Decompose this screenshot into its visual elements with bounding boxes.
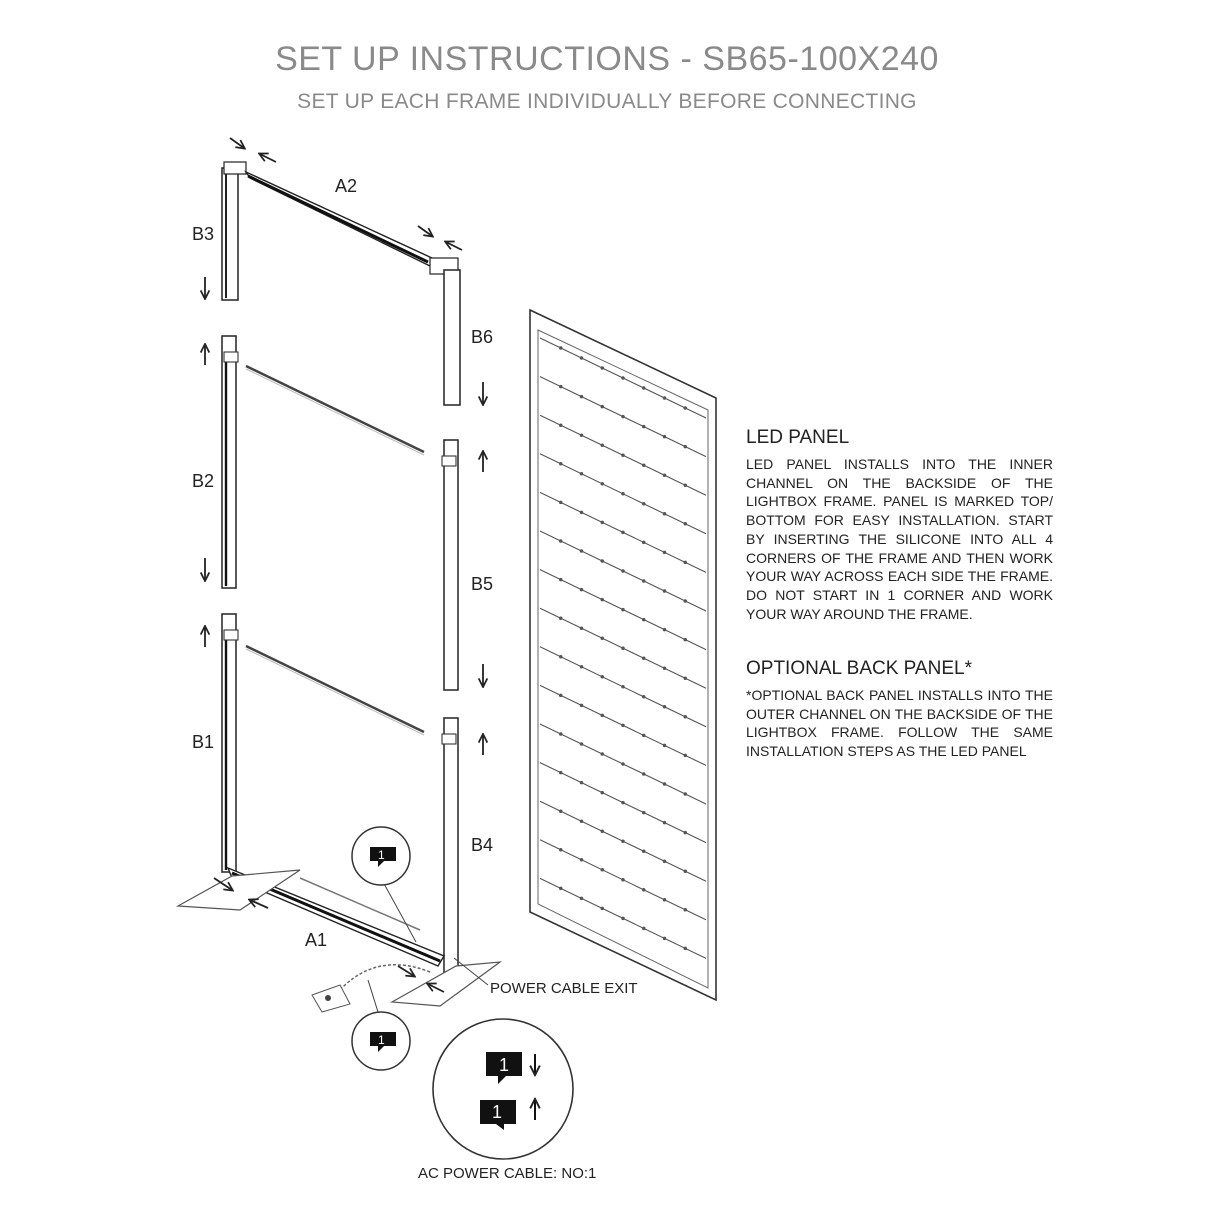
led-dot [684, 600, 686, 602]
led-dot [663, 551, 665, 553]
back-panel-heading: OPTIONAL BACK PANEL* [746, 658, 972, 679]
led-dot [643, 927, 645, 929]
led-dot [560, 385, 562, 387]
led-dot [663, 474, 665, 476]
led-dot [601, 405, 603, 407]
back-panel-text: *OPTIONAL BACK PANEL INSTALLS INTO THE OUTER CHANNEL ON THE BACKSIDE OF THE LIGHTBOX FRAME. FOLLOW THE SAME INSTALLATION STEPS AS THE LED PANEL [746, 687, 1053, 760]
led-dot [643, 811, 645, 813]
middle-frame [222, 336, 458, 690]
led-dot [622, 801, 624, 803]
led-dot [580, 820, 582, 822]
led-dot [643, 657, 645, 659]
led-dot [663, 821, 665, 823]
led-dot [560, 656, 562, 658]
led-dot [580, 743, 582, 745]
led-panel-graphic [530, 310, 716, 1000]
led-dot [663, 397, 665, 399]
led-dot [643, 503, 645, 505]
led-dot [663, 744, 665, 746]
led-dot [580, 473, 582, 475]
led-dot [601, 637, 603, 639]
led-dot [622, 686, 624, 688]
led-dot [580, 704, 582, 706]
led-dot [663, 937, 665, 939]
led-dot [622, 763, 624, 765]
led-dot [560, 501, 562, 503]
label-a1: A1 [305, 930, 328, 950]
led-dot [663, 783, 665, 785]
led-dot [580, 666, 582, 668]
connector-detail-top [352, 827, 410, 885]
led-dot [643, 889, 645, 891]
label-b1: B1 [192, 732, 215, 752]
led-dot [601, 830, 603, 832]
led-dot [684, 677, 686, 679]
led-dot [601, 869, 603, 871]
led-dot [643, 580, 645, 582]
led-dot [580, 859, 582, 861]
led-dot [684, 716, 686, 718]
led-dot [622, 840, 624, 842]
label-b6: B6 [471, 327, 494, 347]
led-dot [622, 647, 624, 649]
arrow-icon [260, 154, 276, 162]
led-dot [663, 435, 665, 437]
led-dot [684, 754, 686, 756]
led-dot [622, 377, 624, 379]
led-dot [643, 850, 645, 852]
led-dot [560, 424, 562, 426]
led-dot [601, 521, 603, 523]
led-dot [580, 550, 582, 552]
led-dot [560, 849, 562, 851]
led-dot [622, 493, 624, 495]
label-b5: B5 [471, 574, 494, 594]
led-dot [663, 590, 665, 592]
led-dot [622, 608, 624, 610]
led-dot [684, 793, 686, 795]
led-dot [684, 407, 686, 409]
led-dot [560, 617, 562, 619]
connector-number: 1 [378, 848, 385, 862]
led-dot [601, 907, 603, 909]
led-dot [560, 540, 562, 542]
led-panel-text: LED PANEL INSTALLS INTO THE INNER CHANNEL ON THE BACKSIDE OF THE LIGHTBOX FRAME. PANEL IS MARKED TOP/ BOTTOM FOR EASY INSTALLATION. START BY INSERTING THE SILICONE INTO ALL 4 CORNERS OF THE FRAME AND THEN WORK YOUR WAY ACROSS EACH SIDE THE FRAME. DO NOT START IN 1 CORNER AND WORK YOUR WAY AROUND THE FRAME. [746, 456, 1053, 622]
back-panel-section [746, 658, 1053, 761]
led-dot [622, 454, 624, 456]
led-dot [601, 367, 603, 369]
connector-detail-bottom [352, 1012, 410, 1070]
led-panel-section [746, 427, 1053, 623]
led-dot [580, 627, 582, 629]
led-dot [560, 771, 562, 773]
led-dot [580, 897, 582, 899]
arrow-icon [446, 242, 462, 250]
led-dot [622, 917, 624, 919]
led-dot [684, 831, 686, 833]
connector-number: 1 [499, 1055, 510, 1075]
led-dot [663, 860, 665, 862]
led-dot [663, 628, 665, 630]
led-dot [643, 464, 645, 466]
led-dot [643, 541, 645, 543]
arrow-icon [250, 900, 268, 908]
led-dot [622, 879, 624, 881]
led-dot [580, 588, 582, 590]
top-frame [222, 162, 460, 405]
led-dot [580, 434, 582, 436]
led-dot [601, 598, 603, 600]
label-b3: B3 [192, 224, 215, 244]
led-dot [601, 791, 603, 793]
led-dot [560, 694, 562, 696]
led-dot [560, 733, 562, 735]
led-dot [643, 696, 645, 698]
led-dot [560, 347, 562, 349]
led-dot [684, 484, 686, 486]
label-b2: B2 [192, 471, 215, 491]
led-panel-heading: LED PANEL [746, 427, 850, 448]
led-dot [580, 781, 582, 783]
led-dot [684, 909, 686, 911]
led-dot [601, 753, 603, 755]
led-dot [622, 724, 624, 726]
arrow-icon [398, 966, 414, 976]
led-dot [643, 773, 645, 775]
led-dot [560, 810, 562, 812]
page-subtitle: SET UP EACH FRAME INDIVIDUALLY BEFORE CONNECTING [297, 90, 917, 113]
power-cable-exit-label: POWER CABLE EXIT [490, 980, 638, 997]
page-title: SET UP INSTRUCTIONS - SB65-100X240 [275, 40, 939, 78]
led-dot [601, 714, 603, 716]
led-dot [580, 357, 582, 359]
label-b4: B4 [471, 835, 494, 855]
led-dot [643, 618, 645, 620]
led-dot [643, 734, 645, 736]
led-dot [622, 570, 624, 572]
led-dot [643, 387, 645, 389]
connector-number: 1 [378, 1033, 385, 1047]
ac-power-cable-detail [433, 1019, 573, 1159]
led-dot [601, 444, 603, 446]
led-dot [560, 578, 562, 580]
led-dot [663, 513, 665, 515]
led-dot [622, 415, 624, 417]
led-dot [684, 561, 686, 563]
led-dot [643, 425, 645, 427]
led-dot [684, 445, 686, 447]
led-dot [580, 395, 582, 397]
led-dot [560, 887, 562, 889]
led-dot [684, 638, 686, 640]
arrow-icon [418, 226, 432, 236]
led-dot [684, 523, 686, 525]
led-dot [560, 463, 562, 465]
led-dot [622, 531, 624, 533]
led-dot [601, 560, 603, 562]
arrow-icon [230, 138, 244, 148]
led-dot [601, 676, 603, 678]
label-a2: A2 [335, 176, 358, 196]
led-dot [684, 947, 686, 949]
led-dot [601, 483, 603, 485]
led-dot [663, 667, 665, 669]
led-dot [684, 870, 686, 872]
connector-number: 1 [492, 1102, 503, 1122]
ac-power-cable-label: AC POWER CABLE: NO:1 [418, 1165, 597, 1182]
led-dot [663, 706, 665, 708]
led-dot [580, 511, 582, 513]
led-dot [663, 899, 665, 901]
